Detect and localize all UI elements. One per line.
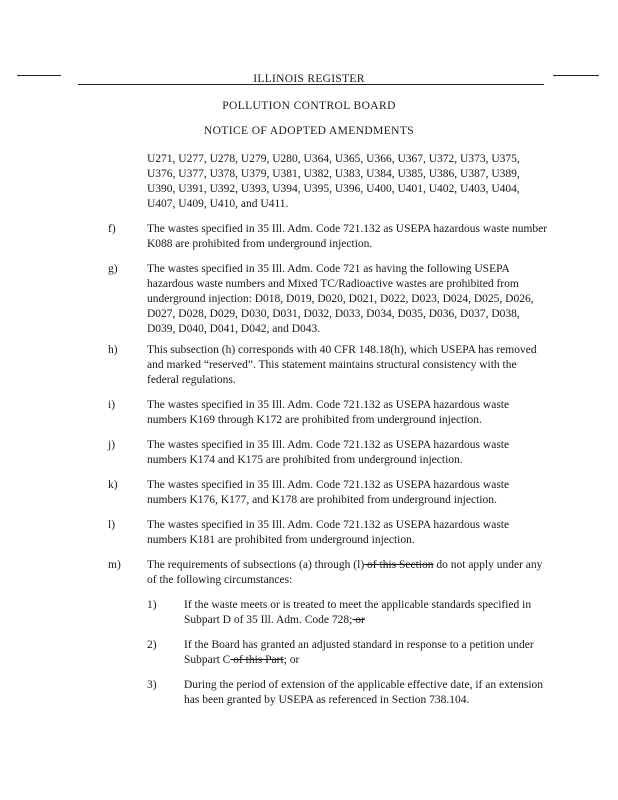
item-text-i: The wastes specified in 35 Ill. Adm. Code 721.132 as USEPA hazardous waste numbers K169 through K172 are prohibited from underground injection.	[147, 399, 510, 426]
item-text-m-part-a: The requirements of subsections (a) through (l)	[147, 559, 365, 571]
subitem-text-2-part-b: ; or	[283, 654, 300, 666]
subitem-text-2	[184, 638, 552, 668]
item-text-l: The wastes specified in 35 Ill. Adm. Code 721.132 as USEPA hazardous waste numbers K181 are prohibited from underground injection.	[147, 519, 510, 546]
item-text-m-part-b: do not apply under any of the following circumstances:	[147, 559, 543, 586]
subitem-text-1-deleted: or	[352, 614, 365, 626]
subitem-text-1-part-a: If the waste meets or is treated to meet the applicable standards specified in Subpart D of 35 Ill. Adm. Code 728;	[184, 599, 532, 626]
item-text-j: The wastes specified in 35 Ill. Adm. Code 721.132 as USEPA hazardous waste numbers K174 and K175 are prohibited from underground injection.	[147, 439, 510, 466]
subitem-text-3-part-a: During the period of extension of the applicable effective date, if an extension has been granted by USEPA as referenced in Section 738.104.	[184, 679, 544, 706]
item-label-i: i)	[108, 399, 116, 411]
subitem-text-1	[184, 598, 552, 628]
item-text-k: The wastes specified in 35 Ill. Adm. Code 721.132 as USEPA hazardous waste numbers K176, K177, and K178 are prohibited from underground injection.	[147, 479, 510, 506]
item-text-h: This subsection (h) corresponds with 40 CFR 148.18(h), which USEPA has removed and marked “reserved”. This statement maintains structural consistency with the federal regulations.	[147, 344, 537, 386]
board-name: POLLUTION CONTROL BOARD	[222, 100, 396, 112]
item-label-f: f)	[108, 223, 116, 235]
item-text-m-deleted: of this Section	[364, 559, 434, 571]
item-text-g: The wastes specified in 35 Ill. Adm. Code 721 as having the following USEPA hazardous waste numbers and Mixed TC/Radioactive wastes are prohibited from underground injection: D018, D019, D020, D021, D022, D023, D024, D025, D026, D027, D028, D029, D030, D031, D032, D033, D034, D035, D036, D037, D038, D039, D040, D041, D042, and D043.	[147, 263, 534, 335]
item-text-f: The wastes specified in 35 Ill. Adm. Code 721.132 as USEPA hazardous waste number K088 are prohibited from underground injection.	[147, 223, 548, 250]
subitem-text-3	[184, 678, 552, 708]
register-title: ILLINOIS REGISTER	[253, 73, 365, 85]
waste-number-list: U271, U277, U278, U279, U280, U364, U365, U366, U367, U372, U373, U375, U376, U377, U378, U379, U381, U382, U383, U384, U385, U386, U387, U389, U390, U391, U392, U393, U394, U395, U396, U400, U401, U402, U403, U404, U407, U409, U410, and U411.	[147, 153, 520, 210]
item-label-l: l)	[108, 519, 116, 531]
subitem-text-2-deleted: of this Part	[230, 654, 284, 666]
notice-title: NOTICE OF ADOPTED AMENDMENTS	[203, 125, 415, 137]
item-label-m: m)	[108, 559, 121, 571]
item-text-m	[147, 558, 549, 588]
item-label-g: g)	[108, 263, 118, 275]
subitem-label-3: 3)	[147, 679, 157, 691]
item-label-j: j)	[108, 439, 116, 451]
subitem-text-2-part-a: If the Board has granted an adjusted standard in response to a petition under Subpart C	[184, 639, 534, 666]
item-label-h: h)	[108, 344, 118, 356]
item-label-k: k)	[108, 479, 118, 491]
subitem-label-2: 2)	[147, 639, 157, 651]
subitem-label-1: 1)	[147, 599, 157, 611]
